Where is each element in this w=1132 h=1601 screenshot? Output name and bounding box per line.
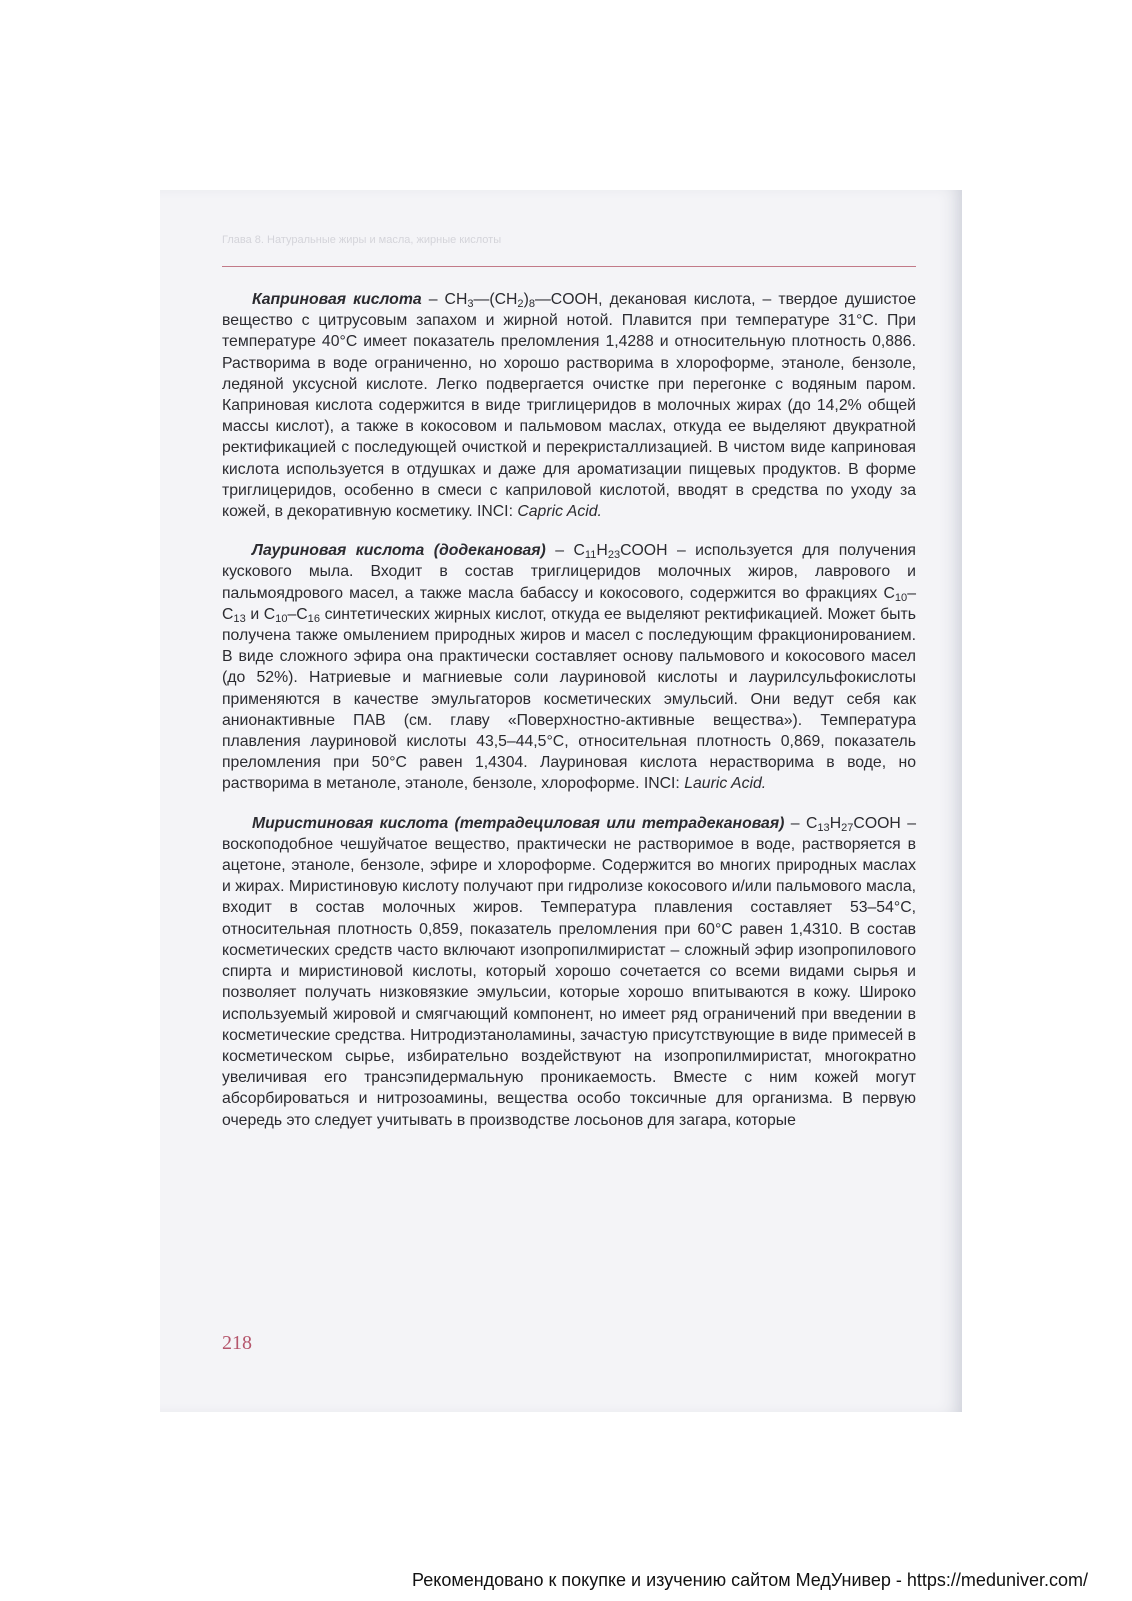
formula-myristic-part: C (805, 814, 818, 832)
formula-myristic-part: H (829, 814, 842, 832)
formula-capric-part: —(CH (473, 291, 518, 308)
formula-subscript: 23 (607, 549, 621, 562)
formula-subscript: 13 (817, 821, 830, 834)
formula-lauric-part: C (573, 542, 585, 560)
inci-name: Capric Acid. (517, 503, 602, 521)
inci-name: Lauric Acid. (684, 775, 767, 793)
formula-subscript: 10 (894, 591, 908, 604)
formula-subscript: 16 (307, 612, 320, 625)
running-head: Глава 8. Натуральные жиры и масла, жирные кислоты (222, 234, 502, 246)
formula-subscript: 10 (275, 612, 288, 625)
formula-subscript: 8 (528, 298, 535, 310)
dash: – (421, 291, 445, 308)
paragraph-text: COOH – воскоподобное чешуйчатое вещество, практически не растворимое в воде, растворяется в ацетоне, этаноле, бензоле, эфире и хлороформе. Содержится во многих природных маслах и жирах. Миристиновую кислоту получают при гидролизе кокосового и/или пальмового масла, входит в состав молочных жиров. Температура плавления составляет 53–54°С, относительная плотность 0,859, показатель преломления при 60°С равен 1,4310. В состав косметических средств часто включают изопропилмиристат – сложный эфир изопропилового спирта и миристиновой кислоты, который хорошо сочетается со всеми видами сырья и позволяет получать низковязкие эмульсии, которые хорошо впитываются в кожу. Широко используемый жировой и смягчающий компонент, но имеет ряд ограничений при введении в косметические средства. Нитродиэтаноламины, зачастую присутствующие в виде примесей в косметическом сырье, избирательно воздействуют на изопропилмиристат, многократно увеличивая его трансэпидермальную проникаемость. Вместе с ним кожей могут абсорбироваться и нитрозоамины, вещества особо токсичные для организма. В первую очередь это следует учитывать в производстве лосьонов для загара, которые (222, 814, 916, 1129)
fraction-formula: –C (287, 605, 308, 623)
body-text (222, 289, 916, 1131)
term-myristic-acid: Миристиновая кислота (тетрадециловая или тетрадекановая) (252, 814, 785, 832)
formula-subscript: 3 (467, 298, 474, 310)
formula-lauric-part: H (596, 542, 608, 560)
formula-capric-part: ) (523, 291, 529, 308)
footer-recommendation: Рекомендовано к покупке и изучению сайтом МедУнивер - https://meduniver.com/ (412, 1570, 1088, 1590)
formula-subscript: 2 (517, 298, 524, 310)
paragraph-capric-acid (222, 289, 916, 522)
paragraph-text: —COOH, декановая кислота, – твердое душистое вещество с цитрусовым запахом и жирной нотой. Плавится при температуре 31°С. При температуре 40°С имеет показатель преломления 1,4288 и относительную плотность 0,886. Растворима в воде ограниченно, но хорошо растворима в хлороформе, этаноле, бензоле, ледяной уксусной кислоте. Легко подвергается очистке при перегонке с водяным паром. Каприновая кислота содержится в виде триглицеридов в молочных жирах (до 14,2% общей массы кислот), а также в кокосовом и пальмовом маслах, откуда ее выделяют двукратной ректификацией с последующей очисткой и перекристаллизацией. В чистом виде каприновая кислота используется в отдушках и даже для ароматизации пищевых продуктов. В форме триглицеридов, особенно в смеси с каприловой кислотой, вводят в средства по уходу за кожей, в декоративную косметику. INCI: (222, 291, 916, 521)
header-rule (222, 266, 916, 267)
fraction-formula: –C (222, 584, 916, 623)
scanned-page (160, 190, 962, 1412)
formula-subscript: 27 (841, 821, 854, 834)
dash: – (784, 814, 806, 832)
paragraph-text: синтетических жирных кислот, откуда ее выделяют ректификацией. Может быть получена также омылением природных жиров и масел с последующим фракционированием. В виде сложного эфира она практически составляет основу пальмового и кокосового масел (до 52%). Натриевые и магниевые соли лауриновой кислоты и лаурилсульфокислоты применяются в качестве эмульгаторов косметических эмульсий. Они ведут себя как анионактивные ПАВ (см. главу «Поверхностно-активные вещества»). Температура плавления лауриновой кислоты 43,5–44,5°С, относительная плотность 0,869, показатель преломления при 50°С равен 1,4304. Лауриновая кислота нерастворима в воде, но растворима в метаноле, этаноле, бензоле, хлороформе. INCI: (222, 605, 916, 793)
formula-subscript: 11 (584, 549, 597, 562)
page-number: 218 (222, 1332, 252, 1354)
fraction-formula: C (883, 584, 895, 602)
conjunction: и (245, 605, 264, 623)
formula-subscript: 13 (233, 612, 246, 625)
paragraph-lauric-acid (222, 540, 916, 794)
fraction-formula: C (263, 605, 276, 623)
paragraph-text: COOH – используется для получения кускового мыла. Входит в состав триглицеридов молочных жиров, лаврового и пальмоядрового масел, а также масла бабассу и кокосового, содержится во фракциях (222, 542, 916, 602)
term-capric-acid: Каприновая кислота (252, 291, 422, 308)
paragraph-myristic-acid (222, 813, 916, 1131)
formula-capric-part: CH (444, 291, 468, 308)
term-lauric-acid: Лауриновая кислота (додекановая) (252, 542, 546, 560)
dash: – (545, 542, 574, 560)
